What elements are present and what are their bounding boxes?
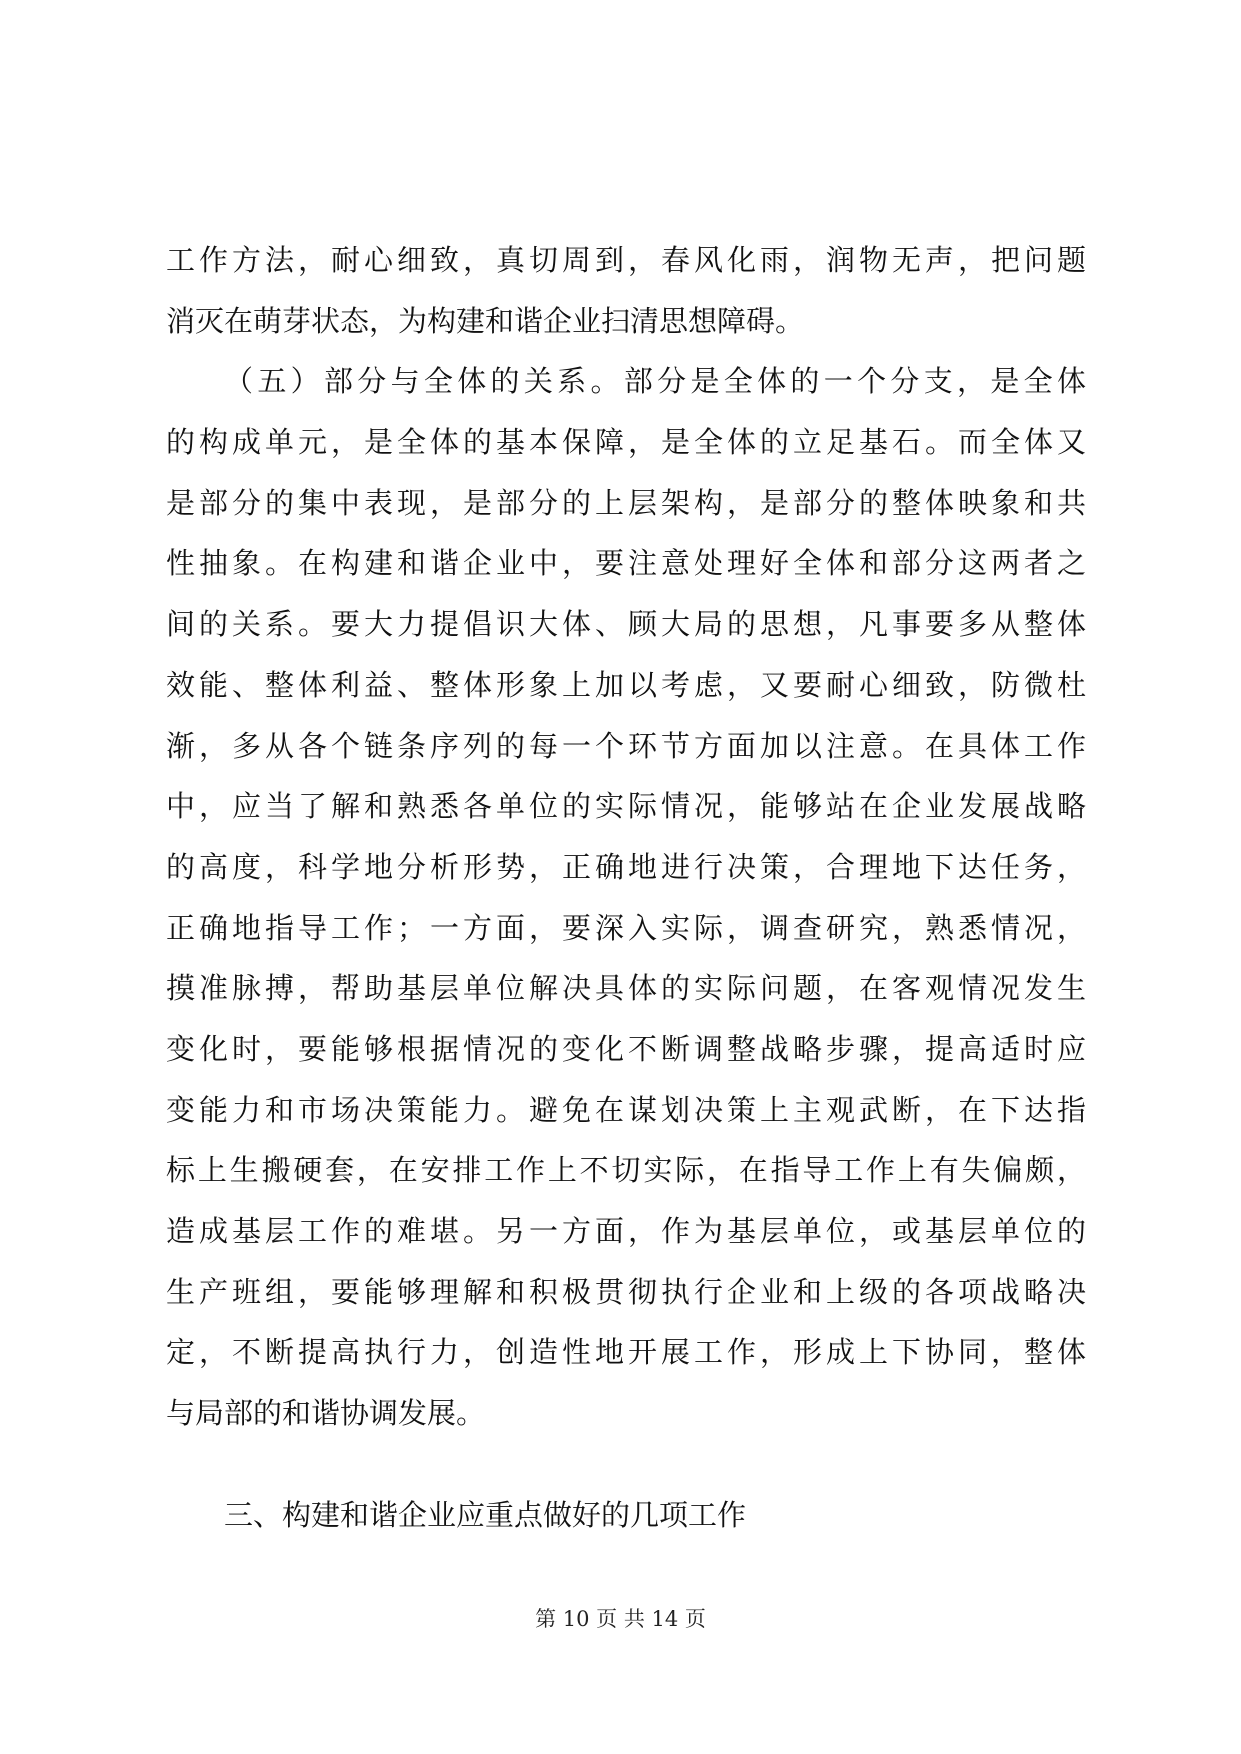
paragraph-line: 正确地指导工作；一方面，要深入实际，调查研究，熟悉情况，	[166, 910, 1086, 945]
paragraph-line: 是部分的集中表现，是部分的上层架构，是部分的整体映象和共	[166, 485, 1086, 520]
paragraph-line: 渐，多从各个链条序列的每一个环节方面加以注意。在具体工作	[166, 728, 1086, 763]
paragraph-line: 与局部的和谐协调发展。	[166, 1396, 486, 1431]
paragraph-line: 变化时，要能够根据情况的变化不断调整战略步骤，提高适时应	[166, 1031, 1086, 1066]
paragraph-line: 效能、整体利益、整体形象上加以考虑，又要耐心细致，防微杜	[166, 667, 1086, 702]
section-heading: 三、构建和谐企业应重点做好的几项工作	[224, 1498, 747, 1532]
paragraph-line: 定，不断提高执行力，创造性地开展工作，形成上下协同，整体	[166, 1335, 1086, 1370]
paragraph-line: 生产班组，要能够理解和积极贯彻执行企业和上级的各项战略决	[166, 1274, 1086, 1309]
paragraph-line: 造成基层工作的难堪。另一方面，作为基层单位，或基层单位的	[166, 1214, 1086, 1248]
body-text	[166, 230, 1086, 1444]
paragraph-line: 的高度，科学地分析形势，正确地进行决策，合理地下达任务，	[166, 849, 1086, 884]
paragraph-line: 变能力和市场决策能力。避免在谋划决策上主观武断，在下达指	[166, 1092, 1086, 1127]
paragraph-line: 的构成单元，是全体的基本保障，是全体的立足基石。而全体又	[166, 425, 1086, 460]
paragraph-line: 消灭在萌芽状态，为构建和谐企业扫清思想障碍。	[166, 303, 805, 338]
paragraph-line: 间的关系。要大力提倡识大体、顾大局的思想，凡事要多从整体	[166, 607, 1086, 642]
paragraph-line: （五）部分与全体的关系。部分是全体的一个分支，是全体	[224, 364, 1086, 399]
paragraph-line: 标上生搬硬套，在安排工作上不切实际，在指导工作上有失偏颇，	[166, 1153, 1086, 1188]
paragraph-line: 摸准脉搏，帮助基层单位解决具体的实际问题，在客观情况发生	[166, 971, 1086, 1006]
paragraph-line: 性抽象。在构建和谐企业中，要注意处理好全体和部分这两者之	[166, 546, 1086, 581]
paragraph-line: 工作方法，耐心细致，真切周到，春风化雨，润物无声，把问题	[166, 243, 1086, 277]
page-number-footer: 第 10 页 共 14 页	[535, 1607, 706, 1631]
paragraph-line: 中，应当了解和熟悉各单位的实际情况，能够站在企业发展战略	[166, 789, 1086, 824]
